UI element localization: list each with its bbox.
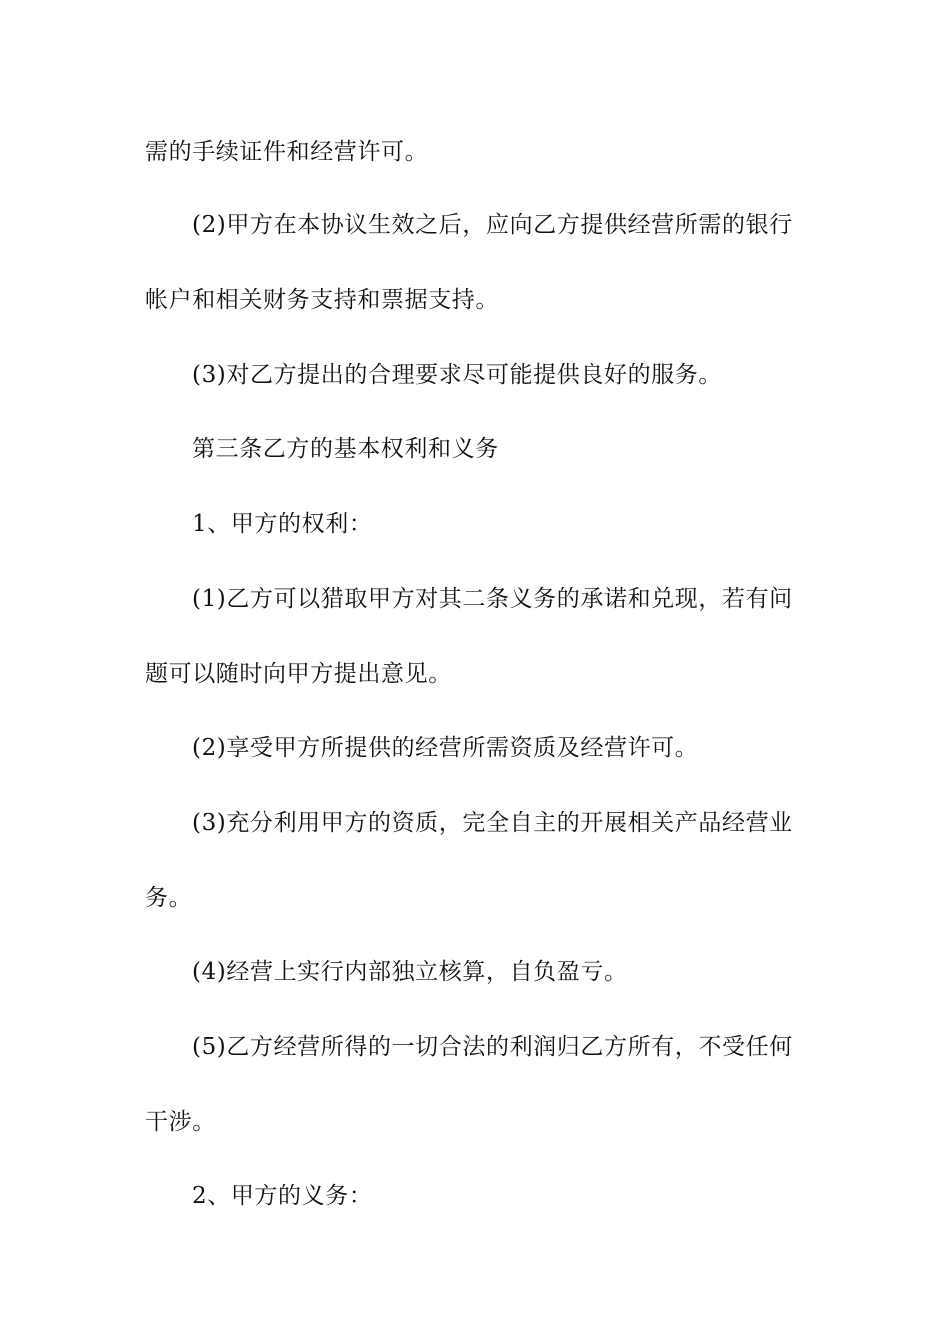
text-line: (5)乙方经营所得的一切合法的利润归乙方所有，不受任何 [192,1034,793,1060]
text-line: 干涉。 [145,1109,216,1135]
text-line: 帐户和相关财务支持和票据支持。 [145,287,499,313]
text-line: 需的手续证件和经营许可。 [145,139,429,165]
text-line: 务。 [145,885,193,911]
text-line: (1)乙方可以猎取甲方对其二条义务的承诺和兑现，若有问 [192,586,793,612]
section-heading: 第三条乙方的基本权利和义务 [192,436,499,462]
text-line: (3)对乙方提出的合理要求尽可能提供良好的服务。 [192,362,722,388]
text-line: (2)甲方在本协议生效之后，应向乙方提供经营所需的银行 [192,212,793,238]
text-line: (4)经营上实行内部独立核算，自负盈亏。 [192,959,628,985]
subsection-heading: 1、甲方的权利： [192,511,373,537]
text-line: 题可以随时向甲方提出意见。 [145,661,452,687]
subsection-heading: 2、甲方的义务： [192,1183,373,1209]
text-line: (2)享受甲方所提供的经营所需资质及经营许可。 [192,735,699,761]
text-line: (3)充分利用甲方的资质，完全自主的开展相关产品经营业 [192,810,793,836]
